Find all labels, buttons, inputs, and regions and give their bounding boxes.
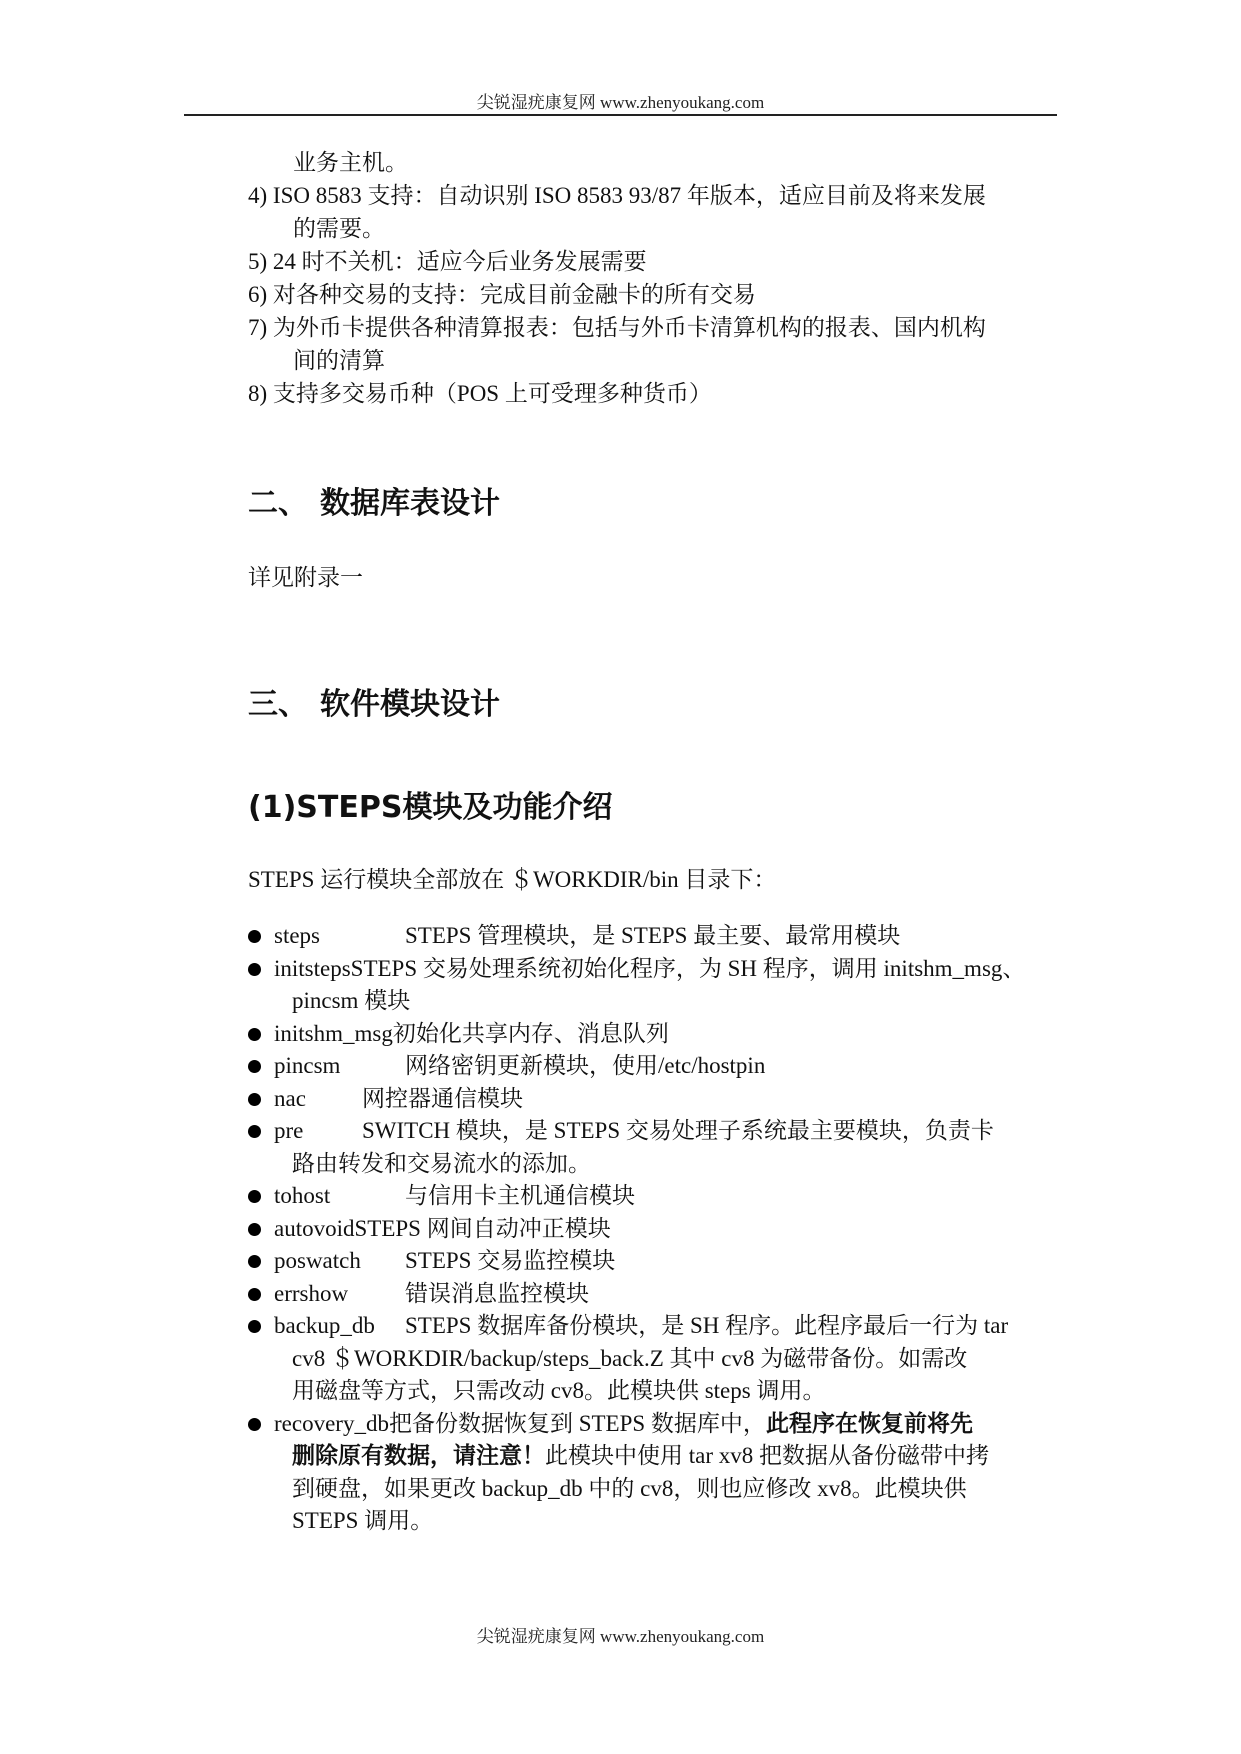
subsection-intro: STEPS 运行模块全部放在 ＄WORKDIR/bin 目录下：	[248, 867, 777, 892]
module-list	[248, 920, 1060, 1538]
module-name: initsteps	[274, 955, 351, 981]
bullet-icon	[248, 1418, 261, 1431]
bullet-icon	[248, 1125, 261, 1138]
section-number: 二、	[248, 486, 308, 521]
list-item	[248, 920, 1060, 953]
section-title: 数据库表设计	[320, 486, 500, 521]
list-item	[248, 1050, 1060, 1083]
section-heading-3	[248, 685, 1060, 725]
module-desc: 初始化共享内存、消息队列	[392, 1020, 669, 1046]
section-2-body: 详见附录一	[248, 565, 363, 590]
module-desc-cont	[274, 1440, 1060, 1473]
module-desc: STEPS 数据库备份模块，是 SH 程序。此程序最后一行为 tar	[405, 1313, 1009, 1338]
module-desc-cont: 到硬盘，如果更改 backup_db 中的 cv8，则也应修改 xv8。此模块供	[292, 1475, 967, 1501]
module-name: nac	[274, 1085, 306, 1111]
module-desc-cont: pincsm 模块	[292, 988, 411, 1013]
module-name: backup_db	[274, 1313, 375, 1338]
list-item	[248, 1180, 1060, 1213]
list-item	[248, 1278, 1060, 1311]
list-item	[248, 1083, 1060, 1116]
module-desc-cont: 用磁盘等方式，只需改动 cv8。此模块供 steps 调用。	[292, 1378, 826, 1403]
module-name: poswatch	[274, 1248, 361, 1273]
module-desc: STEPS 管理模块，是 STEPS 最主要、最常用模块	[405, 923, 901, 948]
module-desc: 网络密钥更新模块，使用/etc/hostpin	[405, 1053, 766, 1078]
module-name: recovery_db	[274, 1410, 389, 1436]
section-heading-2	[248, 484, 1060, 524]
module-desc: STEPS 交易监控模块	[405, 1248, 616, 1273]
page-header: 尖锐湿疣康复网 www.zhenyoukang.com	[476, 93, 765, 112]
module-desc: 错误消息监控模块	[405, 1280, 589, 1306]
bullet-icon	[248, 1223, 261, 1236]
module-desc: STEPS 交易处理系统初始化程序，为 SH 程序，调用 initshm_msg、	[350, 955, 1026, 981]
module-desc: 网控器通信模块	[362, 1085, 523, 1111]
module-desc: STEPS 网间自动冲正模块	[354, 1215, 611, 1241]
list-item	[248, 1310, 1060, 1408]
list-item	[248, 1213, 1060, 1246]
bullet-icon	[248, 930, 261, 943]
page-footer: 尖锐湿疣康复网 www.zhenyoukang.com	[476, 1627, 765, 1646]
bullet-icon	[248, 1320, 261, 1333]
bullet-icon	[248, 1190, 261, 1203]
module-name: pre	[274, 1118, 304, 1143]
module-name: tohost	[274, 1183, 331, 1208]
bullet-icon	[248, 963, 261, 976]
list-item	[248, 1408, 1060, 1538]
module-desc-cont: 路由转发和交易流水的添加。	[292, 1150, 591, 1176]
list-item-7: 7) 为外币卡提供各种清算报表：包括与外币卡清算机构的报表、国内机构	[248, 315, 986, 340]
section-title: 软件模块设计	[320, 687, 500, 722]
module-desc-cont: STEPS 调用。	[292, 1508, 434, 1533]
list-line: 业务主机。	[293, 150, 408, 175]
module-desc: 把备份数据恢复到 STEPS 数据库中，	[388, 1410, 766, 1436]
bullet-icon	[248, 1093, 261, 1106]
module-name: autovoid	[274, 1215, 355, 1241]
list-item	[248, 953, 1060, 1018]
list-item-4: 4) ISO 8583 支持：自动识别 ISO 8583 93/87 年版本，适应目前及将来发展	[248, 183, 986, 208]
module-desc: SWITCH 模块，是 STEPS 交易处理子系统最主要模块，负责卡	[362, 1118, 994, 1143]
module-name: errshow	[274, 1280, 349, 1306]
bullet-icon	[248, 1060, 261, 1073]
module-desc: 与信用卡主机通信模块	[405, 1183, 635, 1208]
bullet-icon	[248, 1288, 261, 1301]
list-item-4-cont: 的需要。	[293, 216, 385, 241]
list-item	[248, 1018, 1060, 1051]
list-item-5: 5) 24 时不关机：适应今后业务发展需要	[248, 249, 647, 274]
bullet-icon	[248, 1028, 261, 1041]
module-name: pincsm	[274, 1053, 341, 1078]
list-item-8: 8) 支持多交易币种（POS 上可受理多种货币）	[248, 381, 712, 406]
subsection-heading: (1)STEPS模块及功能介绍	[248, 790, 613, 825]
header-rule	[184, 114, 1057, 116]
module-name: initshm_msg	[274, 1020, 393, 1046]
warning-text: 此程序在恢复前将先	[765, 1410, 973, 1436]
module-desc-cont: cv8 ＄WORKDIR/backup/steps_back.Z 其中 cv8 为磁带备份。如需改	[292, 1345, 968, 1371]
module-desc-text: 此模块中使用 tar xv8 把数据从备份磁带中拷	[545, 1443, 990, 1468]
warning-text: 删除原有数据，请注意！	[292, 1443, 545, 1468]
list-item-7-cont: 间的清算	[293, 348, 385, 373]
module-name: steps	[274, 923, 320, 948]
section-number: 三、	[248, 687, 308, 722]
list-item-6: 6) 对各种交易的支持：完成目前金融卡的所有交易	[248, 282, 756, 307]
bullet-icon	[248, 1255, 261, 1268]
document-body	[248, 146, 1060, 1538]
list-item	[248, 1115, 1060, 1180]
list-item	[248, 1245, 1060, 1278]
